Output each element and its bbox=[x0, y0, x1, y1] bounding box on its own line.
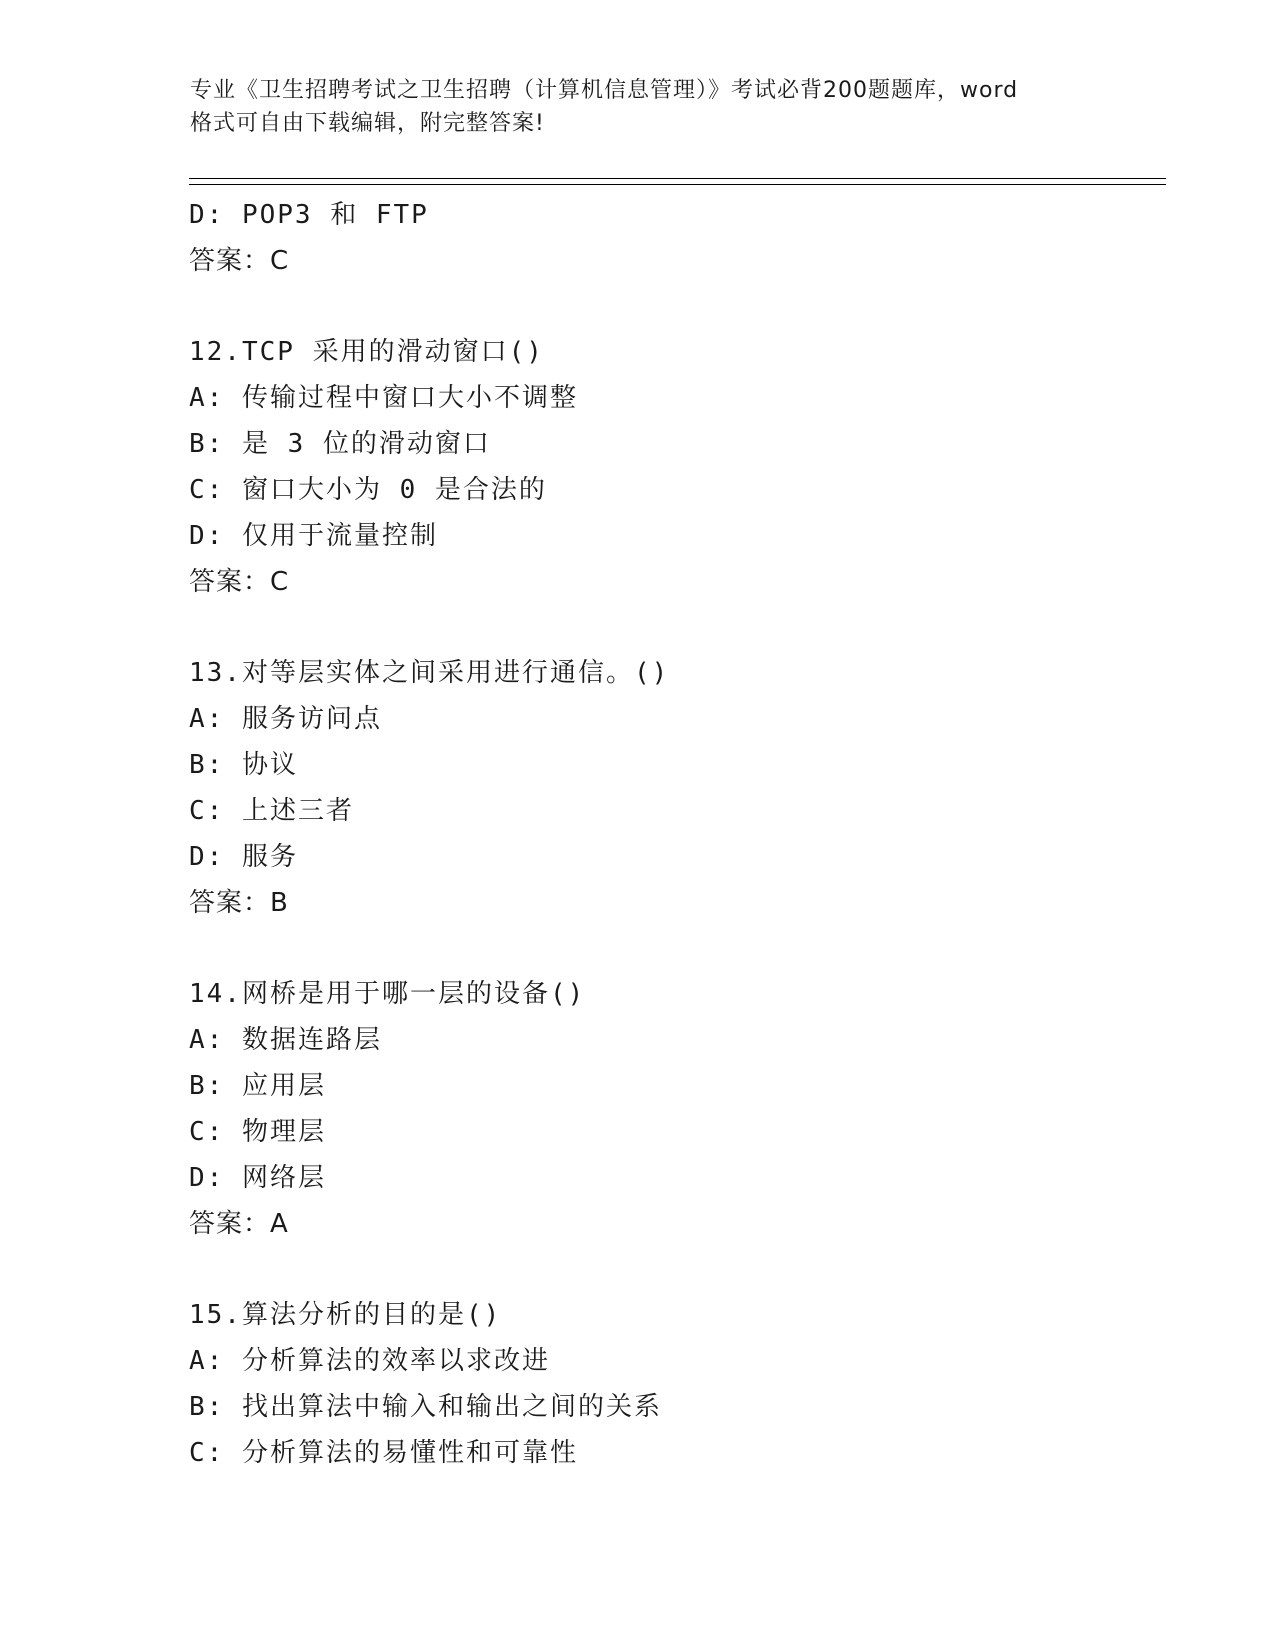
answer-line: 答案：A bbox=[189, 1209, 289, 1239]
option-a: A: 分析算法的效率以求改进 bbox=[189, 1346, 550, 1376]
question-block-14 bbox=[189, 971, 1169, 1247]
option-b: B: 协议 bbox=[189, 750, 298, 780]
option-a: A: 传输过程中窗口大小不调整 bbox=[189, 383, 578, 413]
question-block-12 bbox=[189, 329, 1169, 605]
option-d: D: 服务 bbox=[189, 842, 298, 872]
question-list bbox=[189, 192, 1169, 1476]
option-c: C: 分析算法的易懂性和可靠性 bbox=[189, 1438, 578, 1468]
answer-line: 答案：B bbox=[189, 888, 289, 918]
question-block-13 bbox=[189, 650, 1169, 926]
answer-line: 答案：C bbox=[189, 246, 290, 276]
option-b: B: 应用层 bbox=[189, 1071, 326, 1101]
question-stem: 12.TCP 采用的滑动窗口() bbox=[189, 337, 544, 367]
option-c: C: 上述三者 bbox=[189, 796, 354, 826]
option-d: D: 网络层 bbox=[189, 1163, 326, 1193]
answer-line: 答案：C bbox=[189, 567, 290, 597]
question-block-15 bbox=[189, 1292, 1169, 1476]
option-c: C: 窗口大小为 0 是合法的 bbox=[189, 475, 547, 505]
header-divider-bottom bbox=[189, 184, 1166, 185]
option-b: B: 找出算法中输入和输出之间的关系 bbox=[189, 1392, 662, 1422]
option-d: D: 仅用于流量控制 bbox=[189, 521, 438, 551]
question-stem: 15.算法分析的目的是() bbox=[189, 1300, 502, 1330]
option-d: D: POP3 和 FTP bbox=[189, 200, 429, 230]
option-b: B: 是 3 位的滑动窗口 bbox=[189, 429, 491, 459]
document-header bbox=[190, 74, 1090, 140]
header-line-2: 格式可自由下载编辑，附完整答案! bbox=[190, 111, 545, 136]
header-line-1: 专业《卫生招聘考试之卫生招聘（计算机信息管理）》考试必背200题题库，word bbox=[190, 78, 1019, 103]
header-divider-top bbox=[189, 178, 1166, 179]
question-stem: 14.网桥是用于哪一层的设备() bbox=[189, 979, 586, 1009]
option-a: A: 数据连路层 bbox=[189, 1025, 382, 1055]
option-c: C: 物理层 bbox=[189, 1117, 326, 1147]
option-a: A: 服务访问点 bbox=[189, 704, 382, 734]
question-stem: 13.对等层实体之间采用进行通信。() bbox=[189, 658, 670, 688]
